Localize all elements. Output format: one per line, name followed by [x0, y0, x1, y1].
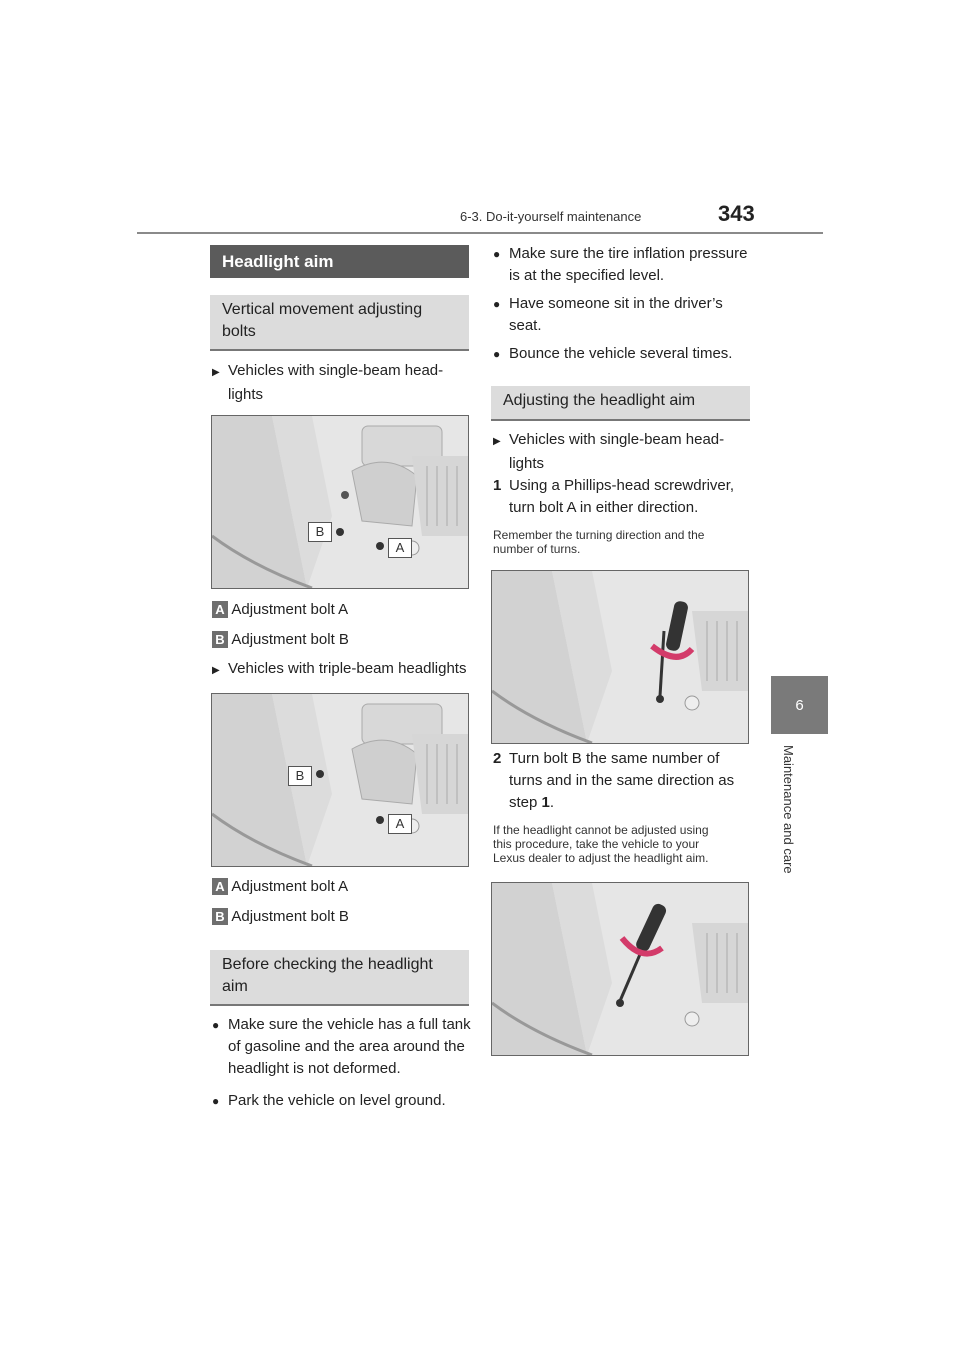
screwdriver-bolt-a-illustration: [492, 571, 748, 743]
triangle-icon: ▶: [212, 665, 220, 676]
label-a-icon: A: [212, 878, 228, 895]
triangle-icon: ▶: [212, 367, 220, 378]
list-item-text: Park the vehicle on level ground.: [228, 1092, 446, 1109]
figure-label-b: B: [288, 766, 312, 786]
figure-single-beam-bolts: [211, 415, 469, 589]
step-reference: 1: [541, 794, 550, 811]
bullet-icon: ●: [212, 1018, 220, 1032]
heading-headlight-aim: Headlight aim: [210, 245, 469, 278]
note-text: Lexus dealer to adjust the headlight aim.: [493, 851, 709, 865]
label-a-icon: A: [212, 601, 228, 618]
label-b-icon: B: [212, 631, 228, 648]
list-item-text: is at the specified level.: [509, 267, 665, 284]
figure-label-b: B: [308, 522, 332, 542]
step-text: turn bolt A in either direction.: [509, 499, 699, 516]
variant-triple-beam: [212, 658, 472, 682]
section-title: 6-3. Do-it-yourself maintenance: [460, 209, 642, 224]
subheading-before-checking: Before checking the headlight aim: [210, 950, 469, 1006]
label-b-icon: B: [212, 908, 228, 925]
variant-text: Vehicles with single-beam head-: [509, 431, 725, 448]
list-item-text: seat.: [509, 317, 542, 334]
note-text: Remember the turning direction and the: [493, 528, 705, 542]
variant-single-beam-right: [493, 429, 755, 475]
list-item-text: Have someone sit in the driver’s: [509, 295, 723, 312]
variant-text: Vehicles with single-beam head-: [228, 362, 444, 379]
note-2: [493, 823, 755, 865]
chapter-tab: [771, 676, 828, 734]
triangle-icon: ▶: [493, 436, 501, 447]
bullet-icon: ●: [493, 297, 501, 311]
figure-triple-beam-bolts: [211, 693, 469, 867]
chapter-number: 6: [795, 696, 804, 714]
engine-bay-illustration: [212, 694, 468, 866]
step-text: Turn bolt B the same number of: [509, 750, 720, 767]
step-text: Using a Phillips-head screwdriver,: [509, 477, 735, 494]
list-item: [493, 293, 755, 337]
step-text: step: [509, 794, 538, 811]
bullet-icon: ●: [493, 347, 501, 361]
subheading-adjusting-bolts: Vertical movement adjusting bolts: [210, 295, 469, 351]
list-item: [212, 1090, 474, 1112]
note-text: this procedure, take the vehicle to your: [493, 837, 700, 851]
legend-single-beam: [212, 599, 472, 659]
header-rule: [137, 232, 823, 234]
step-1: [493, 475, 755, 519]
list-item-text: Make sure the tire inflation pressure: [509, 245, 748, 262]
list-item-text: Bounce the vehicle several times.: [509, 345, 733, 362]
legend-text: Adjustment bolt B: [231, 631, 349, 648]
bullet-icon: ●: [493, 247, 501, 261]
chapter-title: Maintenance and care: [781, 745, 796, 874]
left-bullet-list: [212, 1014, 474, 1112]
legend-text: Adjustment bolt A: [231, 601, 349, 618]
step-number: 2: [493, 750, 502, 767]
chapter-side-label: [782, 745, 802, 885]
variant-text: Vehicles with triple-beam headlights: [228, 660, 467, 677]
step-2: 2 Turn bolt B the same number of turns and in the same direction as step 1.: [493, 748, 755, 814]
figure-turn-bolt-a: [491, 570, 749, 744]
legend-text: Adjustment bolt B: [231, 908, 349, 925]
list-item-text: of gasoline and the area around the: [228, 1038, 465, 1055]
list-item-text: Make sure the vehicle has a full tank: [228, 1016, 471, 1033]
note-text: number of turns.: [493, 542, 581, 556]
bullet-icon: ●: [212, 1094, 220, 1108]
figure-label-a: A: [388, 538, 412, 558]
page-number: 343: [718, 201, 755, 226]
list-item: [493, 243, 755, 287]
variant-text-cont: lights: [509, 455, 545, 472]
variant-text-cont: lights: [228, 386, 264, 403]
note-text: If the headlight cannot be adjusted using: [493, 823, 709, 837]
right-bullet-list: [493, 243, 755, 365]
list-item: [493, 343, 755, 365]
variant-single-beam: [212, 360, 472, 406]
list-item: [212, 1014, 474, 1080]
list-item-text: headlight is not deformed.: [228, 1060, 401, 1077]
step-number: 1: [493, 477, 502, 494]
screwdriver-bolt-b-illustration: [492, 883, 748, 1055]
step-text: turns and in the same direction as: [509, 772, 735, 789]
engine-bay-illustration: [212, 416, 468, 588]
legend-text: Adjustment bolt A: [231, 878, 349, 895]
subheading-adjusting-aim: Adjusting the headlight aim: [491, 386, 750, 421]
figure-turn-bolt-b: [491, 882, 749, 1056]
note-1: [493, 528, 753, 556]
figure-label-a: A: [388, 814, 412, 834]
legend-triple-beam: [212, 876, 472, 936]
